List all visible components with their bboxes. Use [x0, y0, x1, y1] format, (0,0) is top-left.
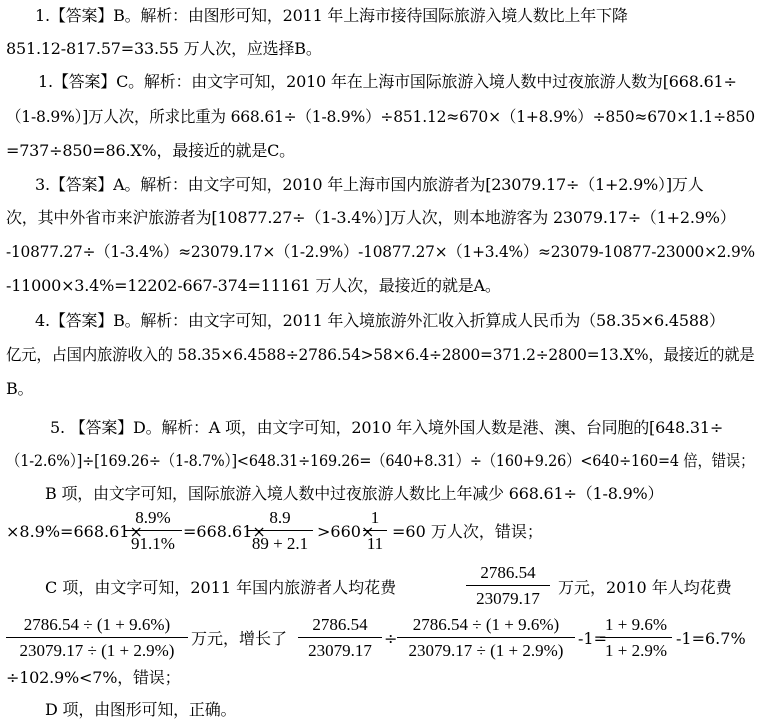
item-c-lead: C 项，由文字可知，2011 年国内旅游者人均花费 [45, 578, 397, 597]
answer-5-item-b-line-1: B 项，由文字可知，国际旅游入境人数中过夜旅游人数比上年减少 668.61÷（1-8.9%） [45, 484, 664, 503]
item-c-growth-fraction-1-denominator: 23079.17 [308, 641, 372, 660]
item-c-result: -1=6.7% [676, 629, 746, 648]
item-c-fraction-2011-numerator: 2786.54 [466, 563, 550, 586]
answer-1-line-2: 851.12-817.57=33.55 万人次，应选择B。 [6, 39, 322, 58]
item-c-divide: ÷ [384, 629, 398, 648]
eq-b-fraction-1 [124, 508, 182, 554]
eq-b-lead: ×8.9%=668.61× [6, 522, 143, 541]
item-c-growth-fraction-3-numerator: 1 + 9.6% [600, 615, 672, 638]
item-c-minus-one: -1= [578, 629, 607, 648]
answer-5-line-1: 5. 【答案】D。解析：A 项，由文字可知，2010 年入境外国人数是港、澳、台同胞的[648.31÷ [50, 418, 724, 437]
answer-4-line-2: 亿元，占国内旅游收入的 58.35×6.4588÷2786.54>58×6.4÷2800=371.2÷2800=13.X%，最接近的就是 [6, 345, 755, 364]
item-c-growth-fraction-2 [397, 615, 575, 661]
eq-b-mid: =668.61× [183, 522, 266, 541]
answer-3-line-4: -11000×3.4%=12202-667-374=11161 万人次，最接近的就是A。 [6, 276, 501, 295]
item-c-fraction-2010 [6, 615, 188, 661]
eq-b-fraction-2-numerator: 8.9 [247, 508, 313, 531]
item-c-unit: 万元，增长了 [191, 629, 288, 648]
answer-2-line-1: 1.【答案】C。解析：由文字可知，2010 年在上海市国际旅游入境人数中过夜旅游人数为[668.61÷ [38, 72, 737, 91]
answer-4-line-1: 4.【答案】B。解析：由文字可知，2011 年入境旅游外汇收入折算成人民币为（58.35×6.4588） [35, 311, 725, 330]
item-c-fraction-2010-numerator: 2786.54 ÷ (1 + 9.6%) [6, 615, 188, 638]
item-c-fraction-2011-denominator: 23079.17 [476, 589, 540, 608]
eq-b-fraction-2 [247, 508, 313, 554]
item-c-growth-fraction-2-denominator: 23079.17 ÷ (1 + 2.9%) [408, 641, 564, 660]
eq-b-fraction-1-denominator: 91.1% [131, 534, 175, 553]
answer-3-line-1: 3.【答案】A。解析：由文字可知，2010 年上海市国内旅游者为[23079.17÷（1+2.9%）]万人 [35, 175, 704, 194]
answer-5-line-2: （1-2.6%）]÷[169.26÷（1-8.7%）]<648.31÷169.26=（640+8.31）÷（160+9.26）<640÷160=4 倍，错误； [6, 451, 755, 470]
item-c-growth-fraction-3 [600, 615, 672, 661]
answer-1-line-1: 1.【答案】B。解析：由图形可知，2011 年上海市接待国际旅游入境人数比上年下降 [35, 6, 628, 25]
item-c-growth-fraction-1-numerator: 2786.54 [298, 615, 382, 638]
eq-b-fraction-1-numerator: 8.9% [124, 508, 182, 531]
answer-2-line-3: =737÷850=86.X%，最接近的就是C。 [6, 141, 295, 160]
eq-b-fraction-3-denominator: 11 [366, 534, 384, 553]
eq-b-tail: =60 万人次，错误； [392, 522, 543, 541]
eq-b-fraction-3-numerator: 1 [363, 508, 387, 531]
eq-b-fraction-2-denominator: 89 + 2.1 [251, 534, 309, 553]
item-c-growth-fraction-2-numerator: 2786.54 ÷ (1 + 9.6%) [397, 615, 575, 638]
answer-3-line-2: 次，其中外省市来沪旅游者为[10877.27÷（1-3.4%）]万人次，则本地游客为 23079.17÷（1+2.9%） [6, 208, 736, 227]
item-c-growth-fraction-3-denominator: 1 + 2.9% [605, 641, 667, 660]
item-d-line: D 项，由图形可知，正确。 [45, 700, 237, 719]
eq-b-gt: >660× [317, 522, 375, 541]
answer-2-line-2: （1-8.9%）]万人次，所求比重为 668.61÷（1-8.9%）÷851.12≈670×（1+8.9%）÷850≈670×1.1÷850 [6, 107, 755, 126]
item-c-growth-fraction-1 [298, 615, 382, 661]
answer-4-line-3: B。 [6, 379, 34, 398]
answer-3-line-3: -10877.27÷（1-3.4%）≈23079.17×（1-2.9%）-10877.27×（1+3.4%）≈23079-10877-23000×2.9% [6, 242, 755, 261]
item-c-fraction-2010-denominator: 23079.17 ÷ (1 + 2.9%) [19, 641, 175, 660]
item-c-line-3: ÷102.9%<7%，错误； [6, 668, 181, 687]
item-c-fraction-2011 [466, 563, 550, 609]
eq-b-fraction-3 [363, 508, 387, 554]
item-c-tail: 万元，2010 年人均花费 [558, 578, 732, 597]
